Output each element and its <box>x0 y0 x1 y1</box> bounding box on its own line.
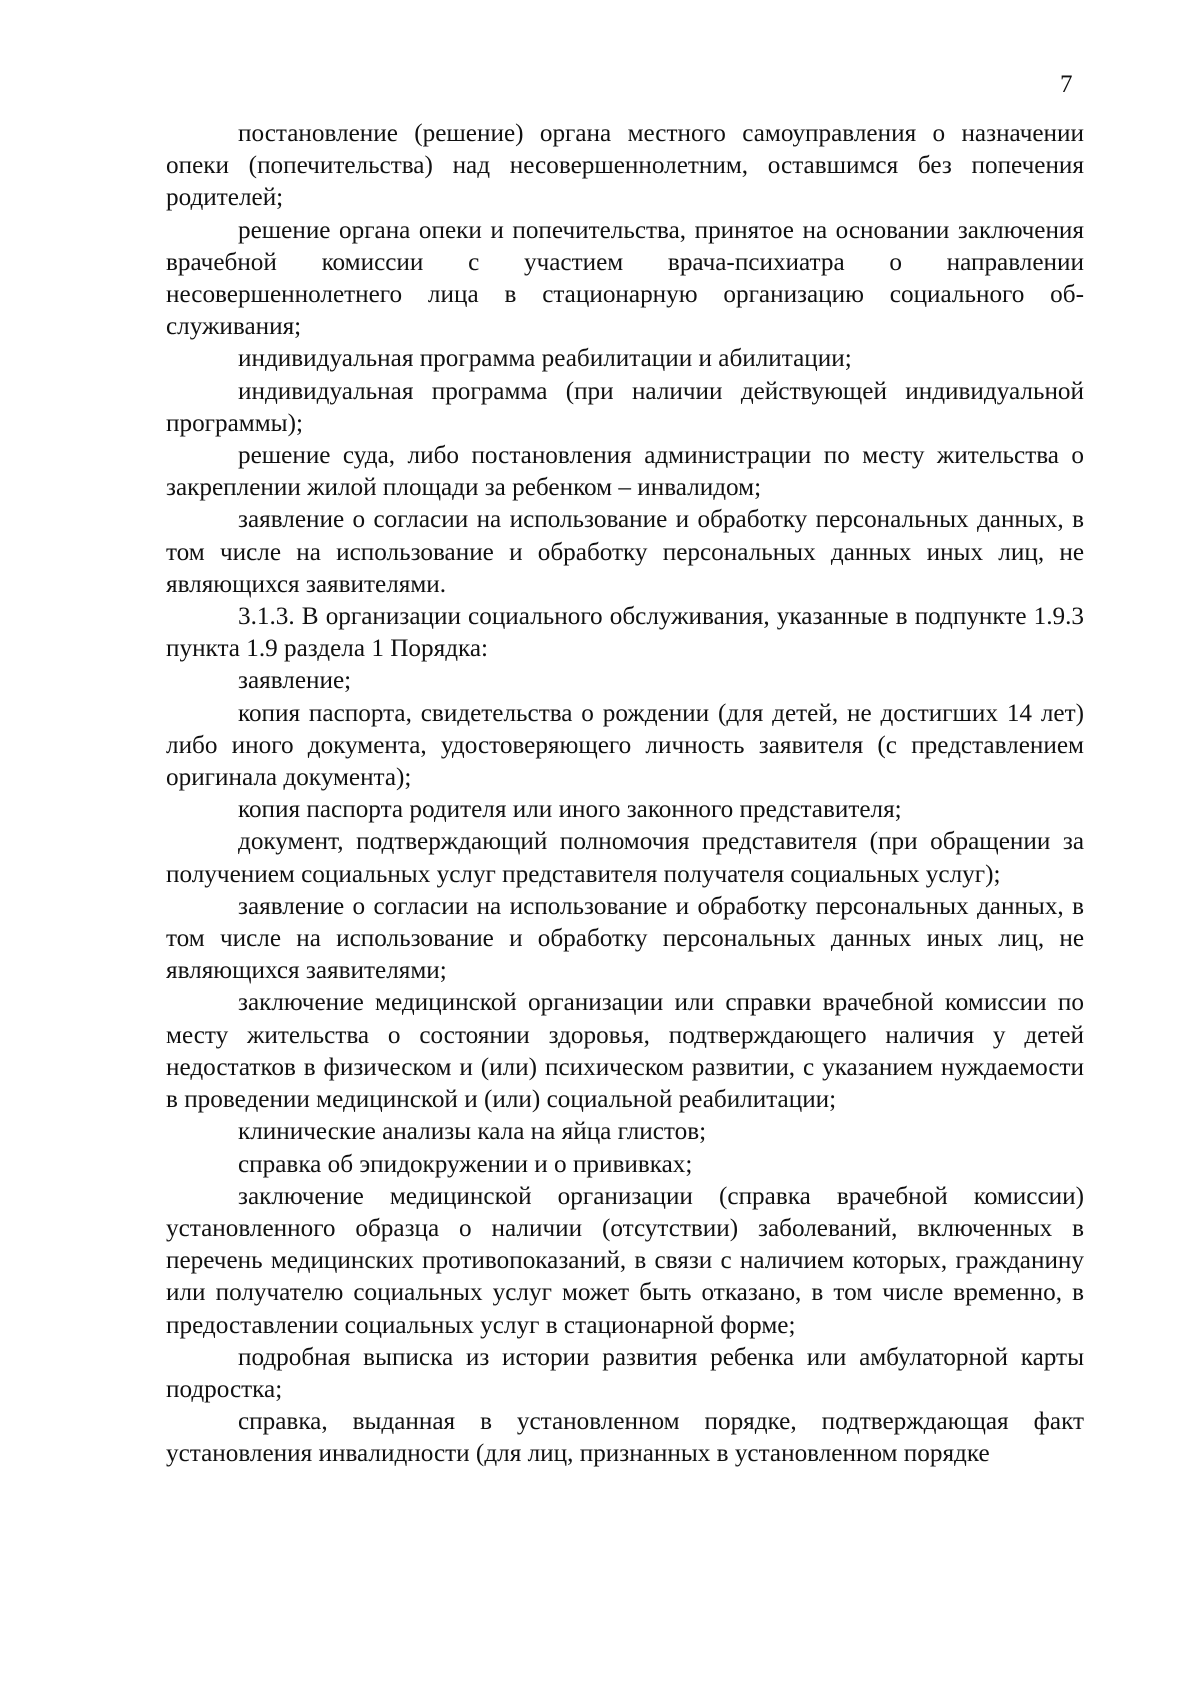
paragraph-authority-document: документ, подтверждающий полномочия представителя (при обращении за получением социальных услуг представителя получателя социальных услуг); <box>166 828 1084 888</box>
paragraph-section-3-1-3: 3.1.3. В организации социального обслуживания, указанные в подпункте 1.9.3 пункта 1.9 раздела 1 Порядка: <box>166 603 1084 663</box>
paragraph-custody-decision: постановление (решение) органа местного самоуправления о назначении опеки (попечительства) над несовершеннолетним, оставшимся без попечения родителей; <box>166 120 1084 212</box>
paragraph-guardianship-decision: решение органа опеки и попечительства, принятое на основании заключения врачебной комиссии с участием врача-психиатра о направлении несовершеннолетнего лица в стационарную организацию социального обслуживания; <box>166 216 1084 341</box>
paragraph-individual-program: индивидуальная программа (при наличии действующей индивидуальной программы); <box>166 377 1084 437</box>
paragraph-contraindications: заключение медицинской организации (справка врачебной комиссии) установленного образца о наличии (отсутствии) заболеваний, включенных в перечень медицинских противопоказаний, в связи с наличием которых, гражданину или получателю социальных услуг может быть отказано, в том числе временно, в предоставлении социальных услуг в стационарной форме; <box>166 1182 1084 1339</box>
paragraph-application: заявление; <box>238 667 352 695</box>
document-body <box>166 118 1084 1471</box>
paragraph-personal-data-consent: заявление о согласии на использование и обработку персональных данных, в том числе на использование и обработку персональных данных иных лиц, не являющихся заявителями. <box>166 506 1084 598</box>
page-number: 7 <box>1060 71 1073 98</box>
paragraph-passport-copy: копия паспорта, свидетельства о рождении (для детей, не достигших 14 лет) либо иного документа, удостоверяющего личность заявителя (с представлением оригинала документа); <box>166 699 1084 792</box>
paragraph-personal-data-consent-2: заявление о согласии на использование и обработку персональных данных, в том числе на использование и обработку персональных данных иных лиц, не являющихся заявителями; <box>166 892 1084 985</box>
paragraph-development-extract: подробная выписка из истории развития ребенка или амбулаторной карты подростка; <box>166 1343 1084 1403</box>
paragraph-vaccination-certificate: справка об эпидокружении и о прививках; <box>238 1150 693 1178</box>
paragraph-parent-passport: копия паспорта родителя или иного законного представителя; <box>238 796 902 824</box>
paragraph-clinical-analyses: клинические анализы кала на яйца глистов; <box>238 1118 707 1146</box>
paragraph-medical-conclusion: заключение медицинской организации или справки врачебной комиссии по месту жительства о состоянии здоровья, подтверждающего наличия у детей недостатков в физическом и (или) психическом развитии, с указанием нуждаемости в проведении медицинской и (или) социальной реабилитации; <box>166 989 1084 1114</box>
paragraph-court-decision: решение суда, либо постановления администрации по месту жительства о закреплении жилой площади за ребенком – инвалидом; <box>166 442 1084 502</box>
paragraph-disability-certificate: справка, выданная в установленном порядке, подтверждающая факт установления инвалидности (для лиц, признанных в установленном порядке <box>166 1408 1084 1468</box>
paragraph-rehab-program: индивидуальная программа реабилитации и абилитации; <box>238 345 852 373</box>
